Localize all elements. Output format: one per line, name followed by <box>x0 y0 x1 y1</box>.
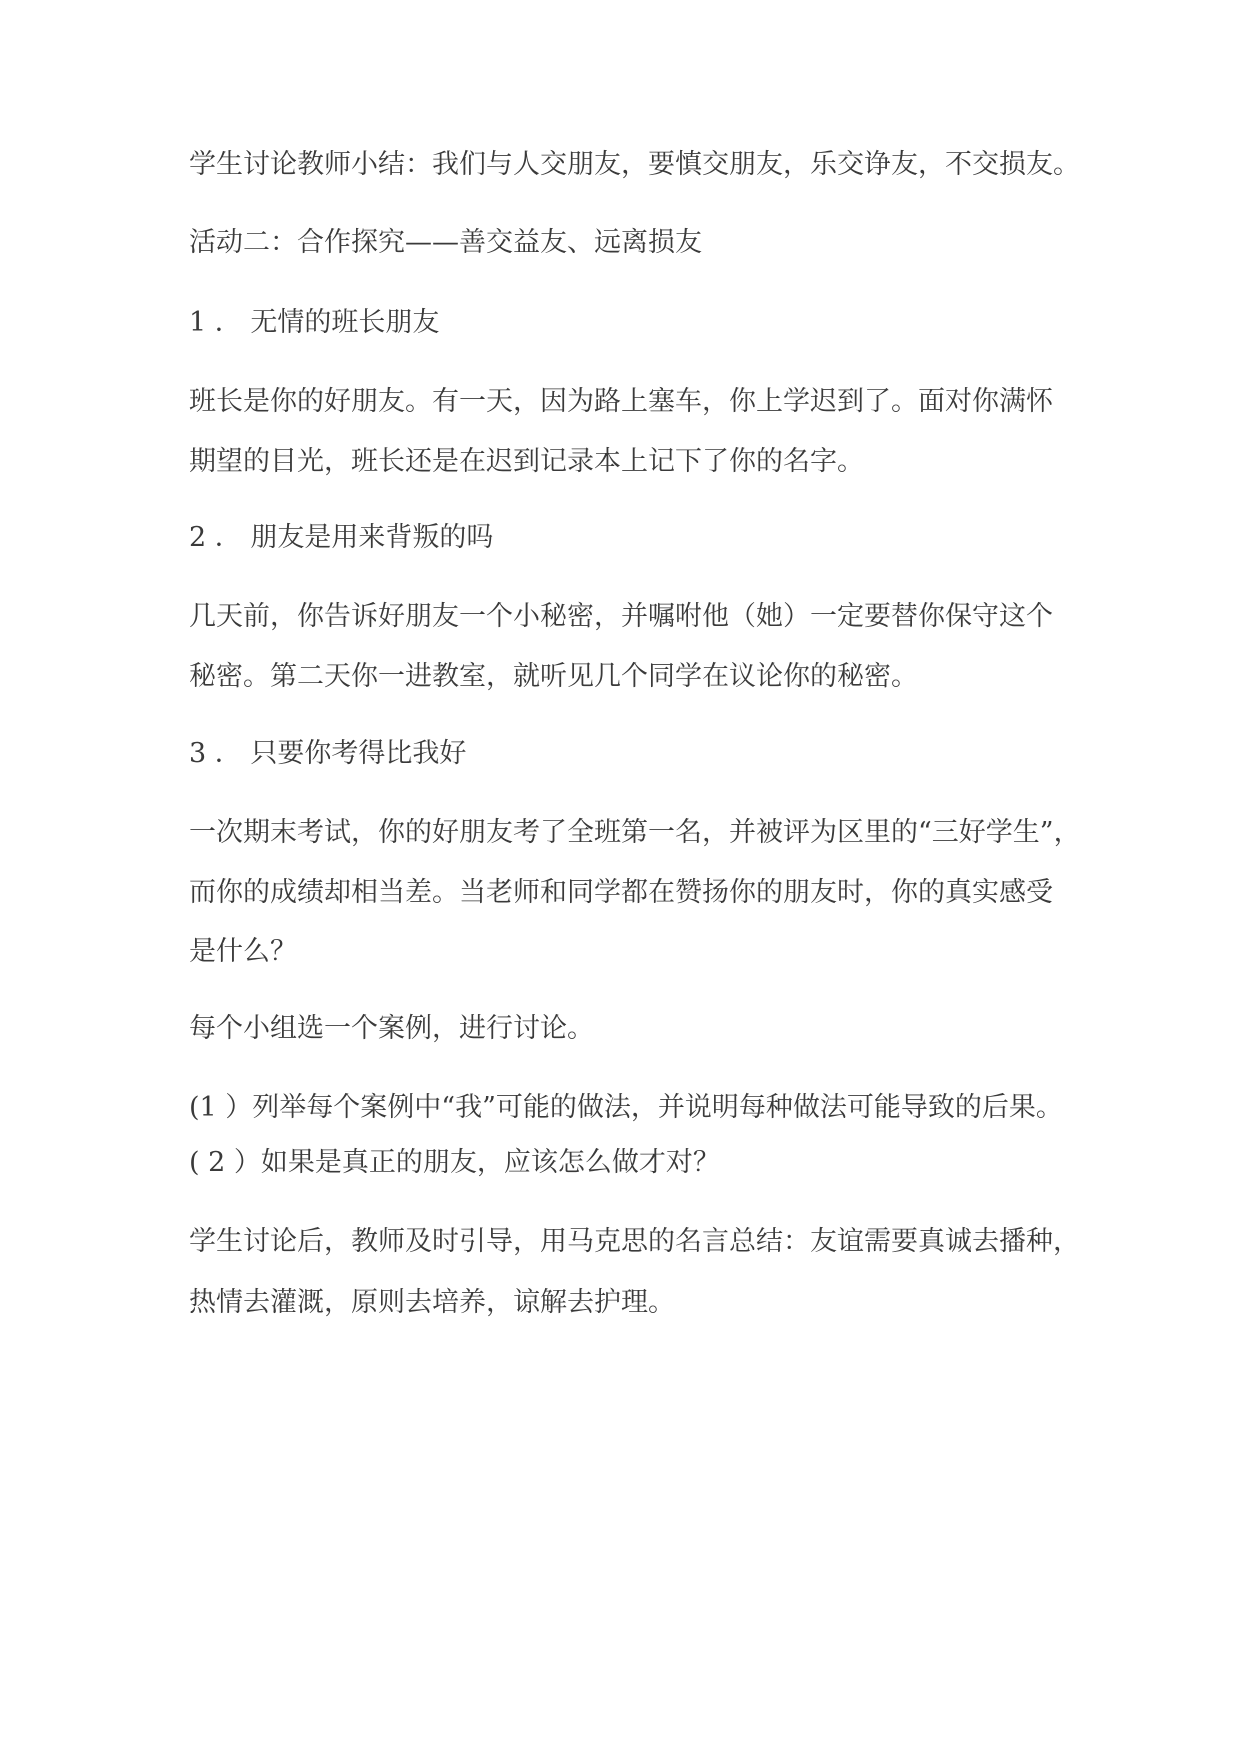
summary-line-1: 学生讨论教师小结：我们与人交朋友，要慎交朋友，乐交诤友，不交损友。 <box>189 149 1080 180</box>
case-2-body-line-2: 秘密。第二天你一进教室，就听见几个同学在议论你的秘密。 <box>189 661 918 692</box>
case-3-body-line-3: 是什么？ <box>189 936 297 967</box>
activity-2-heading: 活动二：合作探究——善交益友、远离损友 <box>189 227 702 258</box>
case-3-title: 3 ． 只要你考得比我好 <box>189 738 467 769</box>
case-1-title: 1 ． 无情的班长朋友 <box>189 307 440 338</box>
conclusion-line-1: 学生讨论后，教师及时引导，用马克思的名言总结：友谊需要真诚去播种， <box>189 1226 1080 1257</box>
question-2: ( 2 ）如果是真正的朋友，应该怎么做才对？ <box>189 1147 720 1178</box>
group-task: 每个小组选一个案例，进行讨论。 <box>189 1013 594 1044</box>
case-1-body-line-1: 班长是你的好朋友。有一天，因为路上塞车，你上学迟到了。面对你满怀 <box>189 386 1053 417</box>
case-1-body-line-2: 期望的目光，班长还是在迟到记录本上记下了你的名字。 <box>189 446 864 477</box>
case-2-body-line-1: 几天前，你告诉好朋友一个小秘密，并嘱咐他（她）一定要替你保守这个 <box>189 601 1053 632</box>
conclusion-line-2: 热情去灌溉，原则去培养，谅解去护理。 <box>189 1287 675 1318</box>
question-1: (1 ）列举每个案例中“我”可能的做法，并说明每种做法可能导致的后果。 <box>189 1092 1063 1123</box>
case-2-title: 2 ． 朋友是用来背叛的吗 <box>189 522 494 553</box>
case-3-body-line-1: 一次期末考试，你的好朋友考了全班第一名，并被评为区里的“三好学生”， <box>189 817 1081 848</box>
case-3-body-line-2: 而你的成绩却相当差。当老师和同学都在赞扬你的朋友时，你的真实感受 <box>189 877 1053 908</box>
